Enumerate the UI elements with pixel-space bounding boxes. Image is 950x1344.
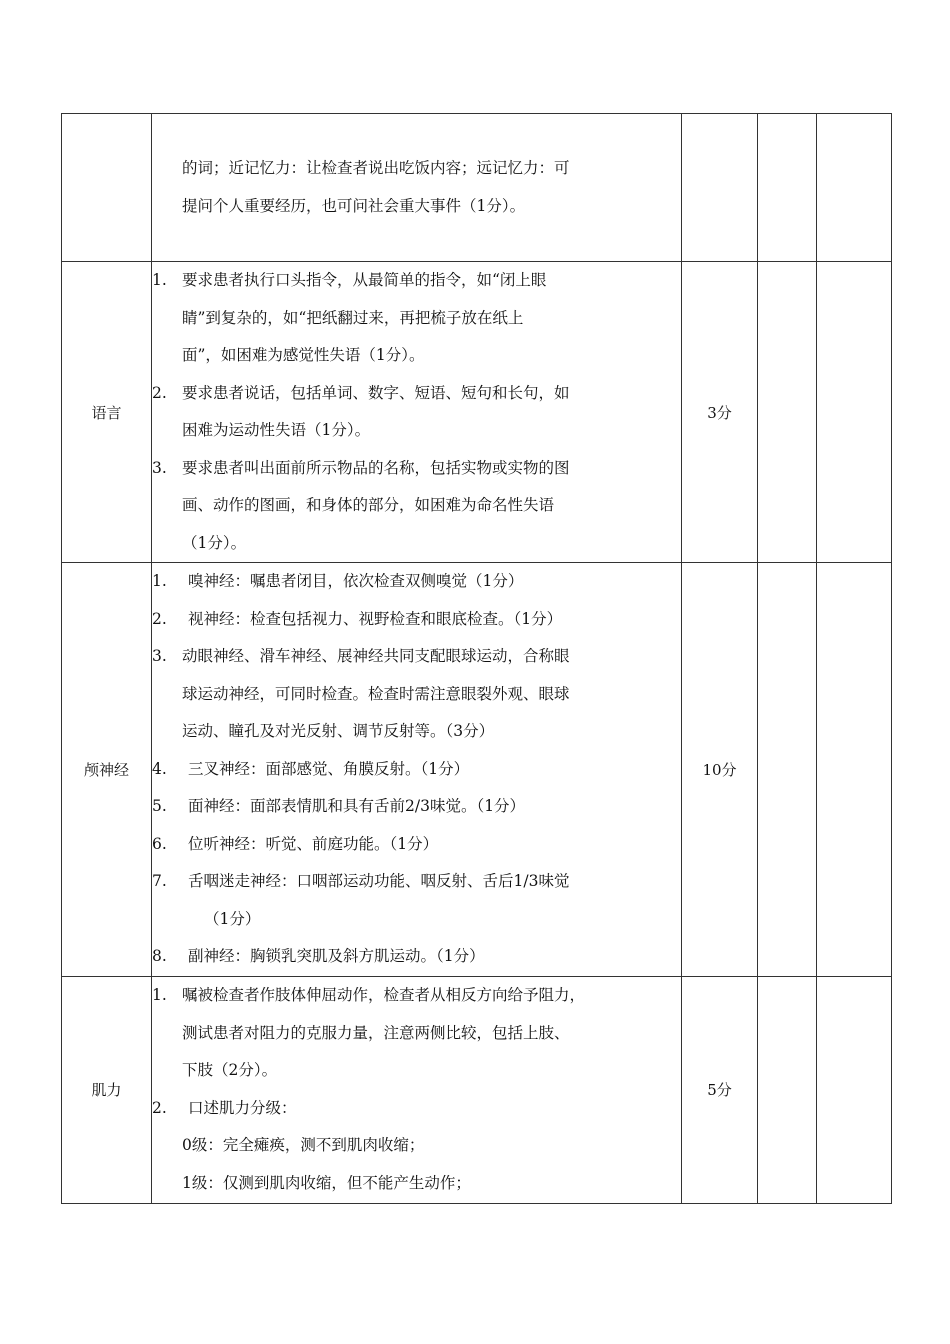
item-number: 7. xyxy=(152,872,167,890)
content-line: 三叉神经：面部感觉、角膜反射。（1分） xyxy=(188,759,470,778)
table-row-memory xyxy=(62,114,892,262)
list-item xyxy=(152,938,681,976)
table-row-language xyxy=(62,262,892,563)
content-line: 嗅神经：嘱患者闭目，依次检查双侧嗅觉（1分） xyxy=(188,572,524,590)
list-item xyxy=(152,262,681,375)
blank-cell xyxy=(817,563,892,977)
list-item xyxy=(152,601,681,639)
content-line: 视神经：检查包括视力、视野检查和眼底检查。（1分） xyxy=(188,609,563,628)
content-line: 睛”到复杂的，如“把纸翻过来，再把梳子放在纸上 xyxy=(182,308,524,327)
table-row-muscle-power xyxy=(62,976,892,1203)
list-item xyxy=(152,563,681,601)
item-number: 2. xyxy=(152,383,167,402)
content-line: 口述肌力分级： xyxy=(188,1098,297,1117)
content-line: 的词；近记忆力：让检查者说出吃饭内容；远记忆力：可 xyxy=(182,159,570,177)
content-line: 要求患者说话，包括单词、数字、短语、短句和长句，如 xyxy=(182,383,570,402)
blank-cell xyxy=(758,563,817,977)
content-line: 球运动神经，可同时检查。检查时需注意眼裂外观、眼球 xyxy=(182,684,570,703)
content-line: 测试患者对阻力的克服力量，注意两侧比较，包括上肢、 xyxy=(182,1023,570,1042)
content-line: 面神经：面部表情肌和具有舌前2/3味觉。（1分） xyxy=(188,797,526,815)
content-cell xyxy=(152,976,682,1203)
content-line: 下肢（2分）。 xyxy=(182,1061,278,1079)
list-item xyxy=(152,450,681,563)
blank-cell xyxy=(817,976,892,1203)
content-line: 面”，如困难为感觉性失语（1分）。 xyxy=(182,346,425,364)
content-line: 位听神经：听觉、前庭功能。（1分） xyxy=(188,834,439,853)
blank-cell xyxy=(758,976,817,1203)
list-item xyxy=(152,751,681,789)
item-number: 1. xyxy=(152,986,167,1004)
category-cell: 肌力 xyxy=(62,976,152,1203)
item-number: 5. xyxy=(152,797,167,815)
grade-line: 1级：仅测到肌肉收缩，但不能产生动作； xyxy=(182,1173,471,1192)
content-line: 运动、瞳孔及对光反射、调节反射等。（3分） xyxy=(182,722,495,740)
item-number: 6. xyxy=(152,834,167,853)
list-item xyxy=(152,1090,681,1128)
item-number: 8. xyxy=(152,947,167,965)
item-number: 3. xyxy=(152,647,167,665)
content-line: （1分） xyxy=(204,909,261,928)
content-cell xyxy=(152,563,682,977)
blank-cell xyxy=(817,262,892,563)
category-cell xyxy=(62,114,152,262)
blank-cell xyxy=(758,114,817,262)
content-line: 嘱被检查者作肢体伸屈动作，检查者从相反方向给予阻力， xyxy=(182,986,586,1004)
content-line: 画、动作的图画，和身体的部分，如困难为命名性失语 xyxy=(182,496,555,514)
item-number: 1. xyxy=(152,572,167,590)
grade-line: 0级：完全瘫痪，测不到肌肉收缩； xyxy=(182,1136,425,1154)
content-cell xyxy=(152,114,682,262)
score-cell: 10分 xyxy=(682,563,758,977)
blank-cell xyxy=(758,262,817,563)
content-line: 副神经：胸锁乳突肌及斜方肌运动。（1分） xyxy=(188,947,485,965)
score-cell xyxy=(682,114,758,262)
item-number: 3. xyxy=(152,458,167,477)
score-cell: 5分 xyxy=(682,976,758,1203)
assessment-table xyxy=(61,113,892,1204)
content-line: 要求患者执行口头指令，从最简单的指令，如“闭上眼 xyxy=(182,271,547,289)
content-line: 要求患者叫出面前所示物品的名称，包括实物或实物的图 xyxy=(182,458,570,477)
category-cell: 语言 xyxy=(62,262,152,563)
list-item xyxy=(152,977,681,1090)
item-number: 2. xyxy=(152,609,167,628)
content-cell xyxy=(152,262,682,563)
content-line: 舌咽迷走神经：口咽部运动功能、咽反射、舌后1/3味觉 xyxy=(188,872,570,890)
content-line: 困难为运动性失语（1分）。 xyxy=(182,421,371,439)
score-cell: 3分 xyxy=(682,262,758,563)
list-item xyxy=(152,788,681,826)
list-item xyxy=(152,638,681,751)
table-row-cranial-nerves xyxy=(62,563,892,977)
blank-cell xyxy=(817,114,892,262)
content-line: 动眼神经、滑车神经、展神经共同支配眼球运动，合称眼 xyxy=(182,647,570,665)
item-number: 1. xyxy=(152,271,167,289)
list-item xyxy=(152,863,681,938)
content-line: （1分）。 xyxy=(182,533,247,552)
content-line: 提问个人重要经历，也可问社会重大事件（1分）。 xyxy=(182,196,526,215)
list-item xyxy=(152,826,681,864)
category-cell: 颅神经 xyxy=(62,563,152,977)
list-item xyxy=(152,375,681,450)
item-number: 2. xyxy=(152,1098,167,1117)
item-number: 4. xyxy=(152,759,167,778)
